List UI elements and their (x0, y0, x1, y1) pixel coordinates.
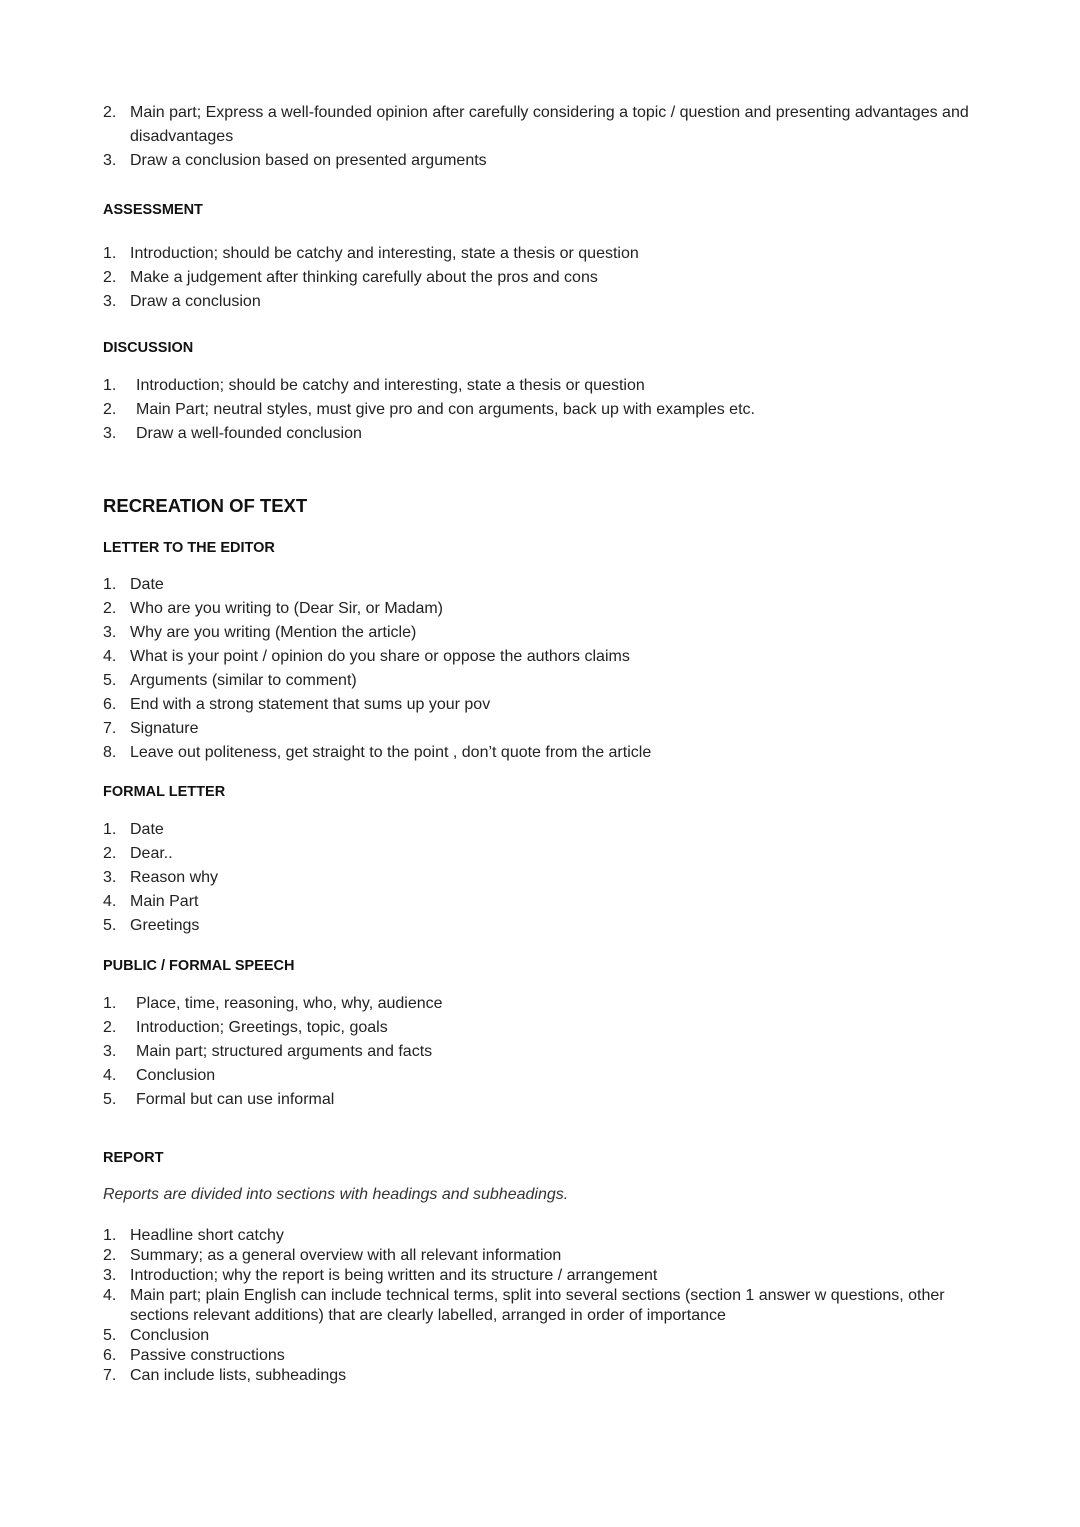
list-item-number: 1. (103, 995, 117, 1012)
list-item (103, 374, 983, 398)
list-item-text: Main part; Express a well-founded opinion after carefully considering a topic / question and presenting advantages and disadvantages (130, 104, 969, 145)
list-item-number: 2. (103, 104, 117, 121)
list-item-text: Summary; as a general overview with all relevant information (130, 1247, 562, 1264)
list-item-text: What is your point / opinion do you share or oppose the authors claims (130, 648, 630, 665)
list-item-number: 4. (103, 893, 117, 910)
list-item-text: Introduction; Greetings, topic, goals (136, 1019, 388, 1036)
list-item-number: 2. (103, 401, 117, 418)
list-item-number: 3. (103, 1043, 117, 1060)
letter-editor-list (103, 573, 983, 765)
list-item (103, 422, 983, 446)
list-item (103, 1016, 983, 1040)
list-item (103, 149, 983, 173)
list-item-number: 2. (103, 600, 117, 617)
list-item (103, 242, 983, 266)
list-item-number: 3. (103, 293, 117, 310)
list-item (103, 842, 983, 866)
list-item-number: 5. (103, 917, 117, 934)
list-item (103, 597, 983, 621)
list-item-text: Main Part (130, 893, 199, 910)
list-item-text: Leave out politeness, get straight to the point , don’t quote from the article (130, 744, 652, 761)
list-item-text: Signature (130, 720, 199, 737)
discussion-list (103, 374, 983, 446)
list-item (103, 693, 983, 717)
list-item-text: Main part; plain English can include technical terms, split into several sections (section 1 answer w questions, other sections relevant additions) that are clearly labelled, arranged in order of importance (130, 1287, 945, 1324)
list-item-number: 4. (103, 1067, 117, 1084)
list-item-number: 3. (103, 152, 117, 169)
list-item (103, 101, 983, 149)
list-item (103, 573, 983, 597)
recreation-heading: RECREATION OF TEXT (103, 495, 308, 516)
formal-letter-list (103, 818, 983, 938)
list-item (103, 741, 983, 765)
letter-editor-heading: LETTER TO THE EDITOR (103, 540, 275, 556)
list-item (103, 669, 983, 693)
list-item (103, 866, 983, 890)
list-item-number: 7. (103, 720, 117, 737)
list-item-number: 1. (103, 245, 117, 262)
assessment-heading: ASSESSMENT (103, 202, 203, 218)
list-item-text: Arguments (similar to comment) (130, 672, 357, 689)
list-item (103, 645, 983, 669)
list-item-text: Place, time, reasoning, who, why, audience (136, 995, 443, 1012)
list-item-text: Passive constructions (130, 1347, 285, 1364)
list-item-text: Introduction; should be catchy and interesting, state a thesis or question (136, 377, 645, 394)
list-item (103, 1226, 983, 1246)
list-item-text: Formal but can use informal (136, 1091, 335, 1108)
list-item (103, 1286, 983, 1326)
intro-list (103, 101, 983, 173)
list-item-text: Make a judgement after thinking carefully about the pros and cons (130, 269, 598, 286)
list-item-number: 2. (103, 845, 117, 862)
list-item (103, 1266, 983, 1286)
speech-heading: PUBLIC / FORMAL SPEECH (103, 958, 295, 974)
list-item-number: 1. (103, 821, 117, 838)
list-item-number: 3. (103, 624, 117, 641)
list-item-text: Why are you writing (Mention the article) (130, 624, 417, 641)
list-item (103, 398, 983, 422)
list-item (103, 717, 983, 741)
list-item-number: 5. (103, 672, 117, 689)
list-item-text: Can include lists, subheadings (130, 1367, 347, 1384)
list-item (103, 1366, 983, 1386)
list-item-text: Date (130, 576, 164, 593)
list-item-number: 2. (103, 1247, 117, 1264)
list-item (103, 1346, 983, 1366)
list-item (103, 1064, 983, 1088)
list-item-text: Introduction; why the report is being written and its structure / arrangement (130, 1267, 658, 1284)
report-heading: REPORT (103, 1150, 164, 1166)
report-list (103, 1226, 983, 1386)
list-item (103, 890, 983, 914)
list-item-text: Draw a well-founded conclusion (136, 425, 362, 442)
list-item-number: 3. (103, 1267, 117, 1284)
list-item-text: Main Part; neutral styles, must give pro and con arguments, back up with examples etc. (136, 401, 755, 418)
list-item-number: 3. (103, 869, 117, 886)
list-item (103, 914, 983, 938)
list-item-text: Reason why (130, 869, 219, 886)
list-item-number: 4. (103, 648, 117, 665)
speech-list (103, 992, 983, 1112)
list-item (103, 818, 983, 842)
list-item-number: 1. (103, 1227, 117, 1244)
list-item (103, 621, 983, 645)
list-item-text: Conclusion (136, 1067, 216, 1084)
list-item-number: 1. (103, 576, 117, 593)
list-item-text: Conclusion (130, 1327, 210, 1344)
list-item-number: 2. (103, 269, 117, 286)
list-item-text: Greetings (130, 917, 200, 934)
list-item-number: 4. (103, 1287, 117, 1304)
list-item (103, 290, 983, 314)
list-item-text: Main part; structured arguments and facts (136, 1043, 433, 1060)
list-item-text: Draw a conclusion (130, 293, 261, 310)
list-item-number: 6. (103, 696, 117, 713)
list-item-number: 8. (103, 744, 117, 761)
report-note: Reports are divided into sections with headings and subheadings. (103, 1186, 569, 1203)
list-item-text: Date (130, 821, 164, 838)
list-item-text: Draw a conclusion based on presented arguments (130, 152, 487, 169)
list-item-number: 6. (103, 1347, 117, 1364)
formal-letter-heading: FORMAL LETTER (103, 784, 226, 800)
list-item-number: 3. (103, 425, 117, 442)
list-item (103, 1040, 983, 1064)
list-item-number: 5. (103, 1091, 117, 1108)
list-item (103, 1088, 983, 1112)
list-item (103, 992, 983, 1016)
list-item-text: End with a strong statement that sums up your pov (130, 696, 491, 713)
assessment-list (103, 242, 983, 314)
discussion-heading: DISCUSSION (103, 340, 194, 356)
list-item (103, 1326, 983, 1346)
list-item-number: 5. (103, 1327, 117, 1344)
list-item-number: 1. (103, 377, 117, 394)
list-item-text: Headline short catchy (130, 1227, 284, 1244)
list-item-number: 7. (103, 1367, 117, 1384)
list-item-text: Dear.. (130, 845, 173, 862)
list-item-number: 2. (103, 1019, 117, 1036)
list-item (103, 266, 983, 290)
list-item (103, 1246, 983, 1266)
list-item-text: Introduction; should be catchy and interesting, state a thesis or question (130, 245, 639, 262)
list-item-text: Who are you writing to (Dear Sir, or Madam) (130, 600, 443, 617)
